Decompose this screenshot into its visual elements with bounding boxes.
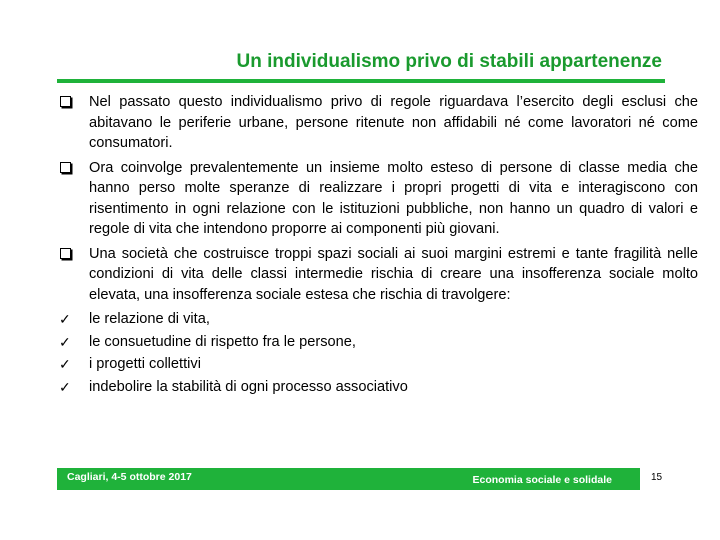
checkmark-icon: ✓ (59, 378, 71, 395)
checkmark-icon: ✓ (59, 311, 71, 327)
bullet-text: Nel passato questo individualismo privo di regole riguardava l’esercito degli esclusi che abitavano le periferie urbane, persone ritenute non affidabili né come lavoratori né come consumatori. (89, 94, 698, 151)
check-item (58, 354, 698, 375)
bullet-item (58, 244, 698, 306)
bullet-item (58, 158, 698, 240)
check-item (58, 377, 698, 398)
square-bullet-icon (58, 158, 78, 180)
title-divider (57, 79, 665, 83)
footer-course-title: Economia sociale e solidale (472, 474, 612, 486)
check-text: le relazione di vita, (89, 311, 210, 327)
footer-location-date: Cagliari, 4-5 ottobre 2017 (67, 471, 192, 483)
bullet-text: Una società che costruisce troppi spazi sociali ai suoi margini estremi e tante fragilità nelle condizioni di vita delle classi intermedie rischia di creare una insofferenza sociale molto elevata, una insofferenza sociale estesa che rischia di travolgere: (89, 245, 698, 303)
square-bullet-icon (58, 92, 78, 114)
check-item (58, 332, 698, 353)
check-item (58, 309, 698, 330)
bullet-text: Ora coinvolge prevalentemente un insieme molto esteso di persone di classe media che hanno perso molte speranze di realizzare i propri progetti di vita e interagiscono con risentimento in ogni relazione con le istituzioni pubbliche, non hanno un quadro di valori e regole di vita che intendono proporre ai componenti più giovani. (89, 159, 698, 237)
bullet-list (58, 92, 698, 399)
bullet-item (58, 92, 698, 154)
checkmark-icon: ✓ (59, 333, 71, 350)
check-text: i progetti collettivi (89, 356, 201, 372)
footer-bar (57, 468, 640, 490)
slide-title: Un individualismo privo di stabili appartenenze (236, 51, 662, 72)
check-text: indebolire la stabilità di ogni processo associativo (89, 378, 408, 395)
check-text: le consuetudine di rispetto fra le persone, (89, 333, 356, 350)
square-bullet-icon (58, 244, 78, 266)
checkmark-icon: ✓ (59, 356, 71, 372)
page-number: 15 (651, 472, 663, 483)
